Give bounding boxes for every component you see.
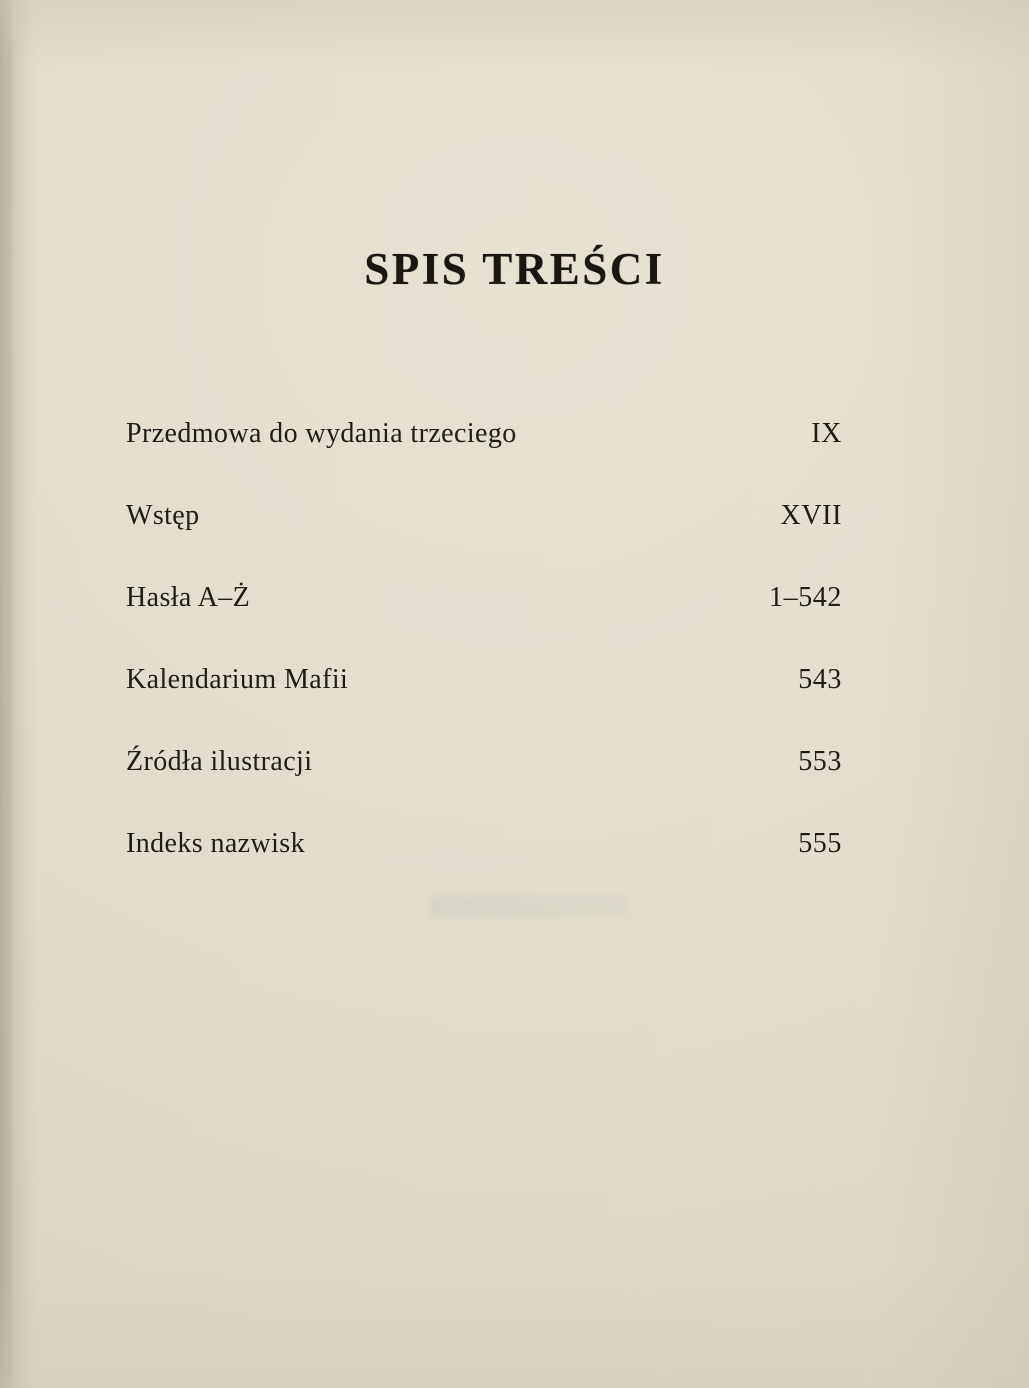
- toc-entry-label: Źródła ilustracji: [126, 746, 313, 777]
- toc-entry-page: 555: [798, 828, 842, 859]
- toc-entry-page: 543: [798, 664, 842, 695]
- toc-entry[interactable]: [126, 418, 842, 500]
- toc-entry-page: 553: [798, 746, 842, 777]
- toc-entry[interactable]: [126, 664, 842, 746]
- toc-entry-page: IX: [811, 418, 842, 449]
- page-title: SPIS TREŚCI: [364, 244, 665, 294]
- toc-entry-label: Kalendarium Mafii: [126, 664, 349, 695]
- toc-entry-label: Indeks nazwisk: [126, 828, 306, 859]
- toc-entry-page: 1–542: [769, 582, 842, 613]
- toc-entry-page: XVII: [780, 500, 842, 531]
- toc-entry-label: Hasła A–Ż: [126, 582, 251, 613]
- toc-entry[interactable]: [126, 746, 842, 828]
- toc-entry-label: Wstęp: [126, 500, 200, 531]
- toc-entry[interactable]: [126, 500, 842, 582]
- toc-entry[interactable]: [126, 582, 842, 664]
- toc-entry[interactable]: [126, 828, 842, 910]
- toc-entry-label: Przedmowa do wydania trzeciego: [126, 418, 517, 449]
- table-of-contents: [126, 418, 842, 910]
